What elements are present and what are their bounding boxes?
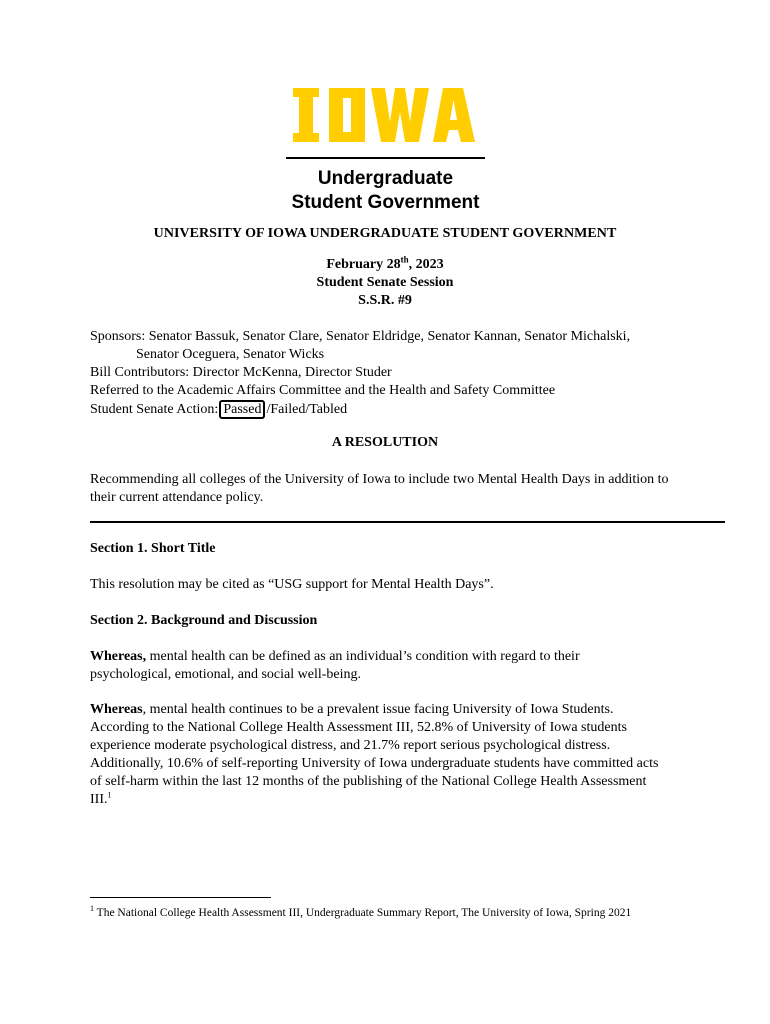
iowa-logo: [291, 84, 477, 146]
resolution-summary: Recommending all colleges of the University of Iowa to include two Mental Health Days in addition to their current attendance policy.: [90, 472, 669, 505]
session-name: Student Senate Session: [316, 275, 454, 290]
section-2-heading: Section 2. Background and Discussion: [90, 613, 318, 628]
logo-subtitle: [286, 167, 485, 215]
logo-line-2: Student Government: [291, 192, 480, 213]
referred-committees: Referred to the Academic Affairs Committee and the Health and Safety Committee: [90, 383, 556, 398]
section-1-heading: Section 1. Short Title: [90, 541, 216, 556]
session-date: February 28th, 2023: [326, 254, 444, 272]
section-divider: [90, 521, 725, 523]
resolution-title: A RESOLUTION: [331, 435, 439, 450]
passed-circled: Passed: [219, 400, 265, 419]
whereas-1: Whereas, mental health can be defined as an individual’s condition with regard to their psychological, emotional, and social well-being.: [90, 649, 580, 682]
logo-divider: [286, 157, 485, 159]
bill-meta: [90, 328, 730, 419]
senate-action: Student Senate Action: Passed /Failed/Tabled: [90, 402, 348, 417]
bill-contributors: Bill Contributors: Director McKenna, Director Studer: [90, 365, 392, 380]
sponsors-line-2: Senator Oceguera, Senator Wicks: [136, 347, 325, 362]
whereas-2: Whereas, mental health continues to be a prevalent issue facing University of Iowa Students. According to the National College Health Assessment III, 52.8% of University of Iowa students experience moderate psychological distress, and 21.7% report serious psychological distress. Additionally, 10.6% of self-reporting University of Iowa undergraduate students have committed acts of self-harm within the last 12 months of the publishing of the National College Health Assessment III.$^1$: [90, 702, 659, 807]
footnote-divider: [90, 897, 271, 898]
logo-line-1: Undergraduate: [317, 168, 454, 189]
footnote: $^1$ The National College Health Assessment III, Undergraduate Summary Report, The University of Iowa, Spring 2021: [90, 904, 632, 919]
org-title: UNIVERSITY OF IOWA UNDERGRADUATE STUDENT GOVERNMENT: [153, 226, 617, 241]
session-header: [0, 256, 770, 310]
sponsors-line-1: Sponsors: Senator Bassuk, Senator Clare, Senator Eldridge, Senator Kannan, Senator Michalski,: [90, 329, 631, 344]
logo-wordmark-text: IOWA: [291, 84, 294, 85]
footnote-ref: 1: [107, 790, 112, 800]
resolution-number: S.S.R. #9: [358, 293, 412, 308]
section-1-text: This resolution may be cited as “USG support for Mental Health Days”.: [90, 577, 494, 592]
